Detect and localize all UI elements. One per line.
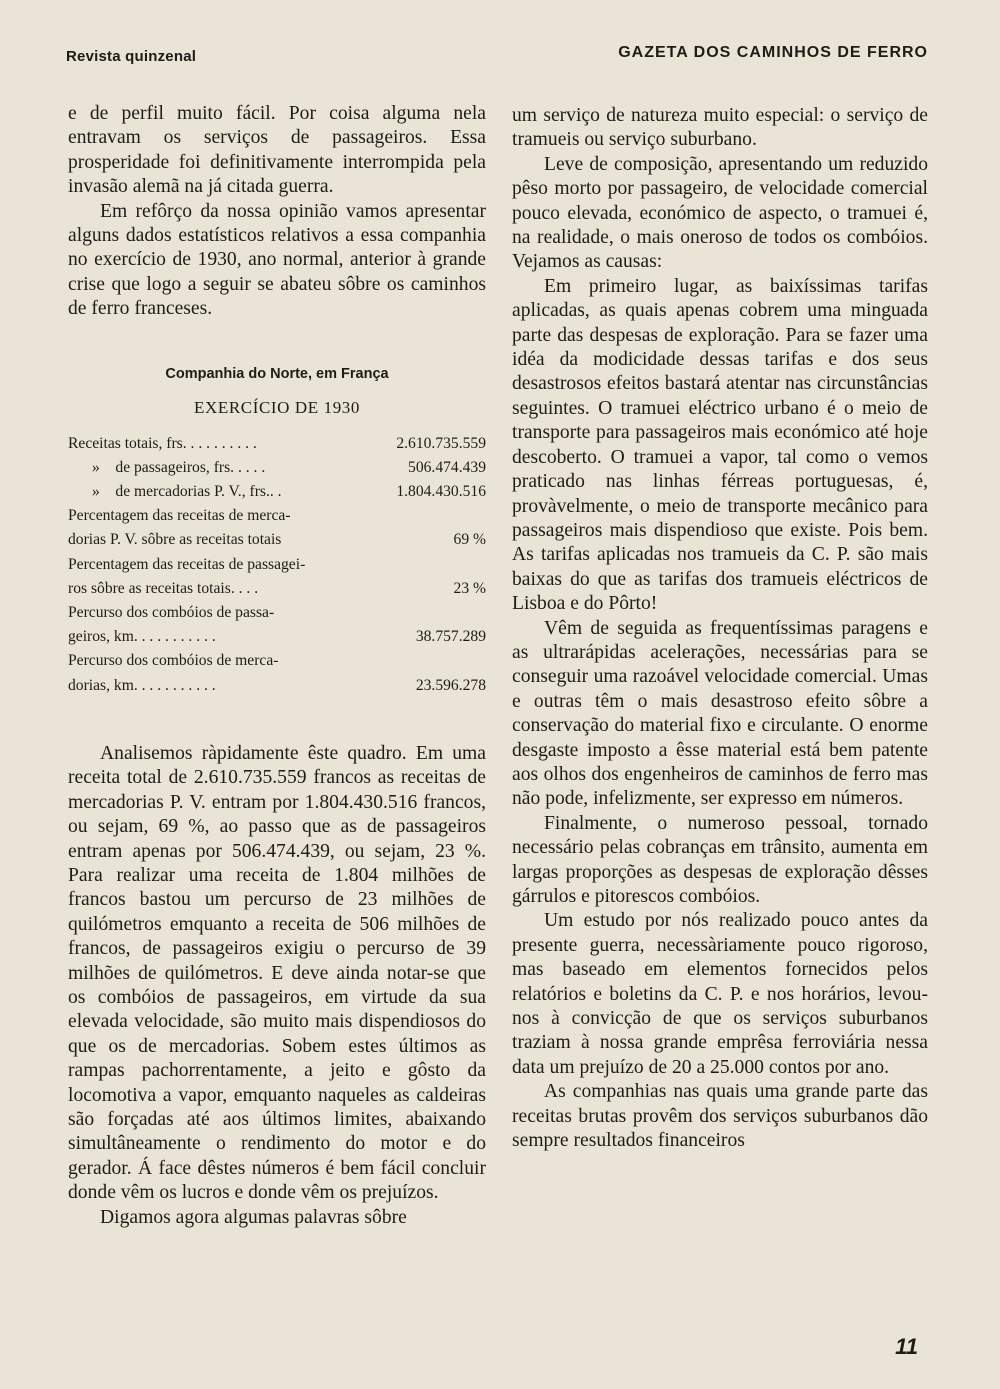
paragraph: Vêm de seguida as frequentíssimas paragens e as ultrarápidas acelerações, necessárias para se conseguir uma razoável velocidade comercial. Umas e outras têm o mais desastroso efeito sôbre a conservação do material fixo e circulante. O enorme desgaste imposto a êsse material está bem patente aos olhos dos engenheiros de caminhos de ferro mas não pode, infelizmente, ser expresso em números. <box>512 617 928 810</box>
paragraph: Analisemos ràpidamente êste quadro. Em uma receita total de 2.610.735.559 francos as receitas de mercadorias P. V. entram por 1.804.430.516 francos, ou sejam, 69 %, ao passo que as de passageiros entram apenas por 506.474.439, ou sejam, 23 %. Para realizar uma receita de 1.804 milhões de francos bastou um percurso de 23 milhões de quilómetros emquanto a receita de 506 milhões de francos, de passageiros exigiu o percurso de 39 milhões de quilómetros. E deve ainda notar-se que os combóios de passageiros, em virtude da sua elevada velocidade, são muito mais dispendiosos do que os de mercadorias. Sobem estes últimos as rampas pachorrentamente, a jeito e gôsto da locomotiva a vapor, emquanto naqueles as caldeiras são forçadas até aos últimos limites, abaixando simultâneamente o rendimento do motor e do gerador. Á face dêstes números é bem fácil concluir donde vêm os lucros e donde vêm os prejuízos. <box>68 742 486 1204</box>
paragraph: Finalmente, o numeroso pessoal, tornado necessário pelas cobranças em trânsito, aumenta em largas proporções as despesas de exploração dêsses gárrulos e pitorescos combóios. <box>512 812 928 907</box>
table-row-value: 69 % <box>453 531 486 549</box>
table-row <box>68 528 486 552</box>
paragraph: e de perfil muito fácil. Por coisa alguma nela entravam os serviços de passageiros. Essa prosperidade foi definitivamente interrompida pela invasão alemã na já citada guerra. <box>68 103 486 198</box>
table-row-label: Receitas totais, frs. . . . . . . . . . <box>68 434 257 452</box>
paragraph: Leve de composição, apresentando um reduzido pêso morto por passageiro, de velocidade comercial pouco elevada, económico de aspecto, o tramuei é, na realidade, o mais oneroso de todos os combóios. Vejamos as causas: <box>512 153 928 273</box>
table-row-value: 2.610.735.559 <box>396 434 486 452</box>
right-column <box>512 104 928 1153</box>
table-row-label: Percurso dos combóios de merca- <box>68 652 279 670</box>
left-column <box>68 102 486 1230</box>
table-row <box>68 577 486 601</box>
table-row <box>68 504 486 528</box>
table-row <box>68 601 486 625</box>
table-rows <box>68 432 486 698</box>
table-row <box>68 649 486 673</box>
table-row <box>68 625 486 649</box>
table-row-value: 23 % <box>453 579 486 597</box>
statistics-table <box>68 364 486 698</box>
table-row <box>68 480 486 504</box>
table-row <box>68 456 486 480</box>
table-row-value: 23.596.278 <box>415 676 486 694</box>
running-header-right: GAZETA DOS CAMINHOS DE FERRO <box>618 44 928 61</box>
table-row-label: ros sôbre as receitas totais. . . . <box>68 579 259 597</box>
table-row-label: Percurso dos combóios de passa- <box>68 604 275 622</box>
page-number: 11 <box>895 1334 918 1359</box>
table-row-label: Percentagem das receitas de passagei- <box>68 555 306 573</box>
table-row <box>68 674 486 698</box>
table-row-label: geiros, km. . . . . . . . . . . <box>68 628 216 646</box>
table-row <box>68 553 486 577</box>
table-row-label: » de passageiros, frs. . . . . <box>92 458 266 476</box>
table-title: Companhia do Norte, em França <box>165 365 389 382</box>
paragraph: Digamos agora algumas palavras sôbre <box>100 1206 407 1228</box>
table-row-value: 506.474.439 <box>408 458 486 476</box>
paragraph: um serviço de natureza muito especial: o serviço de tramueis ou serviço suburbano. <box>512 105 928 151</box>
table-row <box>68 432 486 456</box>
running-header-left: Revista quinzenal <box>66 48 197 65</box>
table-row-value: 38.757.289 <box>415 628 486 646</box>
paragraph: As companhias nas quais uma grande parte das receitas brutas provêm dos serviços suburbanos dão sempre resultados financeiros <box>512 1081 928 1152</box>
table-row-value: 1.804.430.516 <box>396 483 486 501</box>
paragraph: Em refôrço da nossa opinião vamos apresentar alguns dados estatísticos relativos a essa companhia no exercício de 1930, ano normal, anterior à grande crise que logo a seguir se abateu sôbre os caminhos de ferro franceses. <box>68 200 486 320</box>
table-row-label: dorias P. V. sôbre as receitas totais <box>68 531 282 549</box>
table-subtitle: EXERCÍCIO DE 1930 <box>193 397 361 417</box>
paragraph: Em primeiro lugar, as baixíssimas tarifas aplicadas, as quais apenas cobrem uma minguada parte das despesas de exploração. Para se fazer uma idéa da modicidade dessas tarifas e dos seus desastrosos efeitos bastará atentar nas circunstâncias seguintes. O tramuei eléctrico urbano é o meio de transporte para passageiros mais económico até hoje descoberto. O tramuei a vapor, tal como o vemos praticado nas linhas férreas portuguesas, é, provàvelmente, o meio de transporte mecânico para passageiros mais dispendioso que existe. Pois bem. As tarifas aplicadas nos tramueis da C. P. são mais baixas do que as tarifas dos tramueis eléctricos de Lisboa e do Pôrto! <box>512 275 928 615</box>
table-row-label: dorias, km. . . . . . . . . . . <box>68 676 216 694</box>
paragraph: Um estudo por nós realizado pouco antes da presente guerra, necessàriamente pouco rigoroso, mas baseado em elementos fornecidos pelos relatórios e boletins da C. P. e nos horários, levou-nos à convicção de que os serviços suburbanos traziam à nossa grande emprêsa ferroviária nessa data um prejuízo de 20 a 25.000 contos por ano. <box>512 910 928 1078</box>
table-row-label: » de mercadorias P. V., frs.. . <box>92 483 282 501</box>
table-row-label: Percentagem das receitas de merca- <box>68 507 291 525</box>
